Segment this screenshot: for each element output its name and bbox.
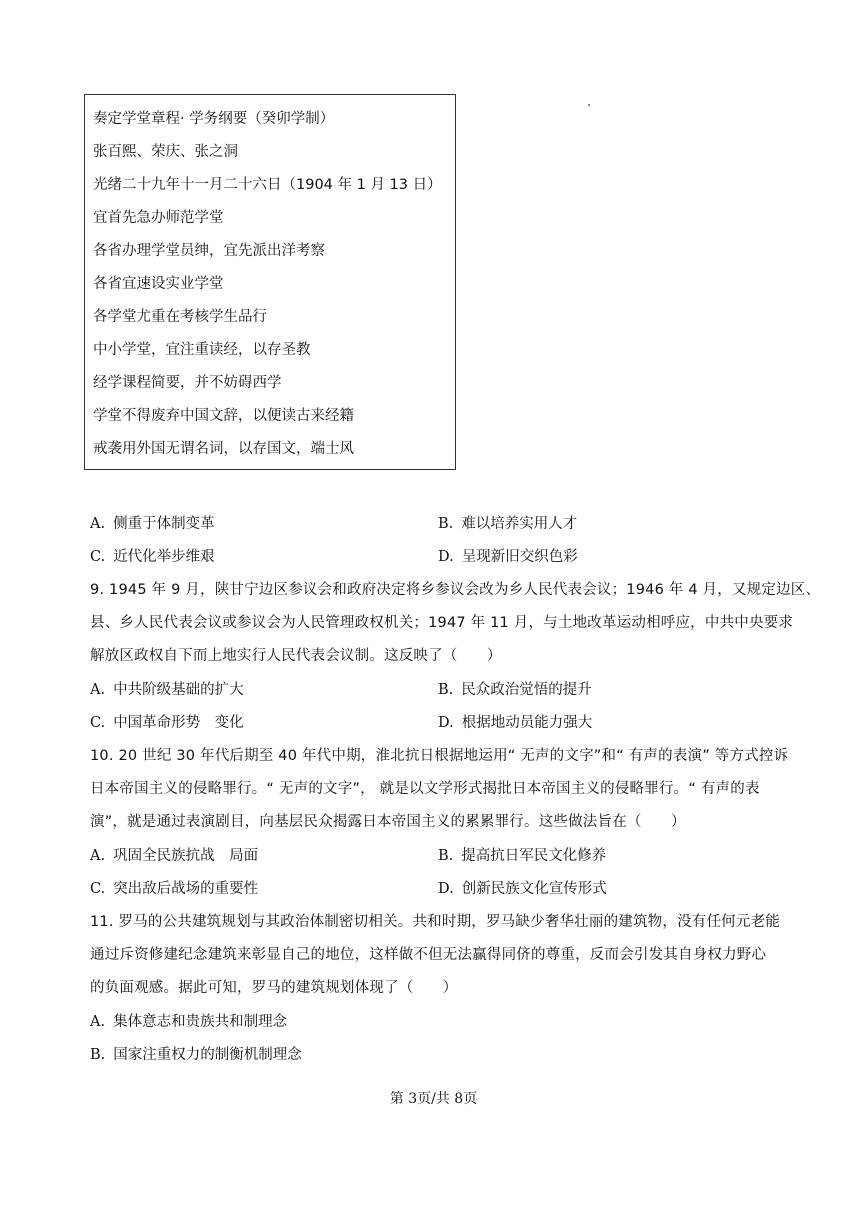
- option-label: B.: [90, 1047, 106, 1063]
- option-text: 民众政治觉悟的提升: [461, 682, 592, 698]
- q10-option-d[interactable]: [438, 877, 607, 898]
- decree-line: 经学课程简要，并不妨碍西学: [93, 375, 282, 391]
- decree-line: 奏定学堂章程· 学务纲要（癸卯学制）: [93, 111, 335, 127]
- q9-stem-line: 解放区政权自下而上地实行人民代表会议制。这反映了（ ）: [90, 648, 502, 664]
- option-label: D.: [438, 715, 454, 731]
- q8-option-a[interactable]: [90, 512, 215, 533]
- decree-line: 宜首先急办师范学堂: [93, 210, 224, 226]
- q8-option-b[interactable]: [438, 512, 577, 533]
- option-text: 中共阶级基础的扩大: [113, 682, 244, 698]
- option-text: 巩固全民族抗战 局面: [113, 848, 259, 864]
- decree-line: 戒袭用外国无谓名词，以存国文，端士风: [93, 441, 354, 457]
- option-label: B.: [438, 848, 454, 864]
- q9-stem-line: 县、乡人民代表会议或参议会为人民管理政权机关；1947 年 11 月，与土地改革运动相呼应，中共中央要求: [90, 615, 794, 631]
- page-number: 第 3页/共 8页: [389, 1091, 478, 1107]
- q10-option-a[interactable]: [90, 844, 258, 865]
- option-text: 突出敌后战场的重要性: [113, 881, 259, 897]
- decree-line: 张百熙、荣庆、张之洞: [93, 144, 238, 160]
- decree-box: [84, 94, 456, 470]
- q10-stem-line: 演”，就是通过表演剧目，向基层民众揭露日本帝国主义的累累罪行。这些做法旨在（ ）: [90, 814, 686, 830]
- decree-line: 各学堂尤重在考核学生品行: [93, 309, 267, 325]
- option-label: B.: [438, 682, 454, 698]
- option-text: 国家注重权力的制衡机制理念: [113, 1047, 302, 1063]
- option-text: 中国革命形势 变化: [113, 715, 244, 731]
- option-text: 提高抗日军民文化修养: [461, 848, 607, 864]
- decree-line: 各省宜速设实业学堂: [93, 276, 224, 292]
- q10-stem-line: 日本帝国主义的侵略罪行。“ 无声的文字”， 就是以文学形式揭批日本帝国主义的侵略罪行。“ 有声的表: [90, 781, 760, 797]
- q9-option-d[interactable]: [438, 711, 592, 732]
- option-label: C.: [90, 881, 106, 897]
- option-label: C.: [90, 715, 106, 731]
- decree-line: 中小学堂，宜注重读经，以存圣教: [93, 342, 311, 358]
- option-text: 难以培养实用人才: [461, 516, 578, 532]
- option-label: A.: [90, 516, 106, 532]
- option-label: C.: [90, 549, 106, 565]
- q8-option-c[interactable]: [90, 545, 215, 566]
- option-text: 近代化举步维艰: [113, 549, 215, 565]
- q11-stem-line: 11. 罗马的公共建筑规划与其政治体制密切相关。共和时期，罗马缺少奢华壮丽的建筑物，没有任何元老能: [90, 914, 780, 930]
- option-text: 根据地动员能力强大: [461, 715, 593, 731]
- q9-stem-line: 9. 1945 年 9 月，陕甘宁边区参议会和政府决定将乡参议会改为乡人民代表会议；1946 年 4 月，又规定边区、: [90, 582, 821, 598]
- option-label: A.: [90, 848, 106, 864]
- option-text: 呈现新旧交织色彩: [461, 549, 578, 565]
- option-text: 创新民族文化宣传形式: [461, 881, 607, 897]
- q10-option-b[interactable]: [438, 844, 606, 865]
- decree-line: 光绪二十九年十一月二十六日（1904 年 1 月 13 日）: [93, 177, 442, 193]
- option-text: 侧重于体制变革: [113, 516, 215, 532]
- q8-option-d[interactable]: [438, 545, 578, 566]
- q9-option-c[interactable]: [90, 711, 244, 732]
- option-label: D.: [438, 549, 454, 565]
- option-text: 集体意志和贵族共和制理念: [113, 1014, 288, 1030]
- q9-option-a[interactable]: [90, 678, 244, 699]
- q9-option-b[interactable]: [438, 678, 592, 699]
- q11-stem-line: 的负面观感。据此可知，罗马的建筑规划体现了（ ）: [90, 980, 458, 996]
- option-label: A.: [90, 682, 106, 698]
- decree-line: 各省办理学堂员绅，宜先派出洋考察: [93, 243, 325, 259]
- q11-option-a[interactable]: [90, 1010, 287, 1031]
- q10-stem-line: 10. 20 世纪 30 年代后期至 40 年代中期，淮北抗日根据地运用“ 无声的文字”和“ 有声的表演” 等方式控诉: [90, 748, 789, 764]
- stray-dot: [588, 104, 590, 106]
- q11-option-b[interactable]: [90, 1043, 302, 1064]
- option-label: D.: [438, 881, 454, 897]
- option-label: B.: [438, 516, 454, 532]
- q10-option-c[interactable]: [90, 877, 258, 898]
- decree-line: 学堂不得废弃中国文辞，以便读古来经籍: [93, 408, 354, 424]
- q11-stem-line: 通过斥资修建纪念建筑来彰显自己的地位，这样做不但无法赢得同侪的尊重，反而会引发其自身权力野心: [90, 947, 767, 963]
- option-label: A.: [90, 1014, 106, 1030]
